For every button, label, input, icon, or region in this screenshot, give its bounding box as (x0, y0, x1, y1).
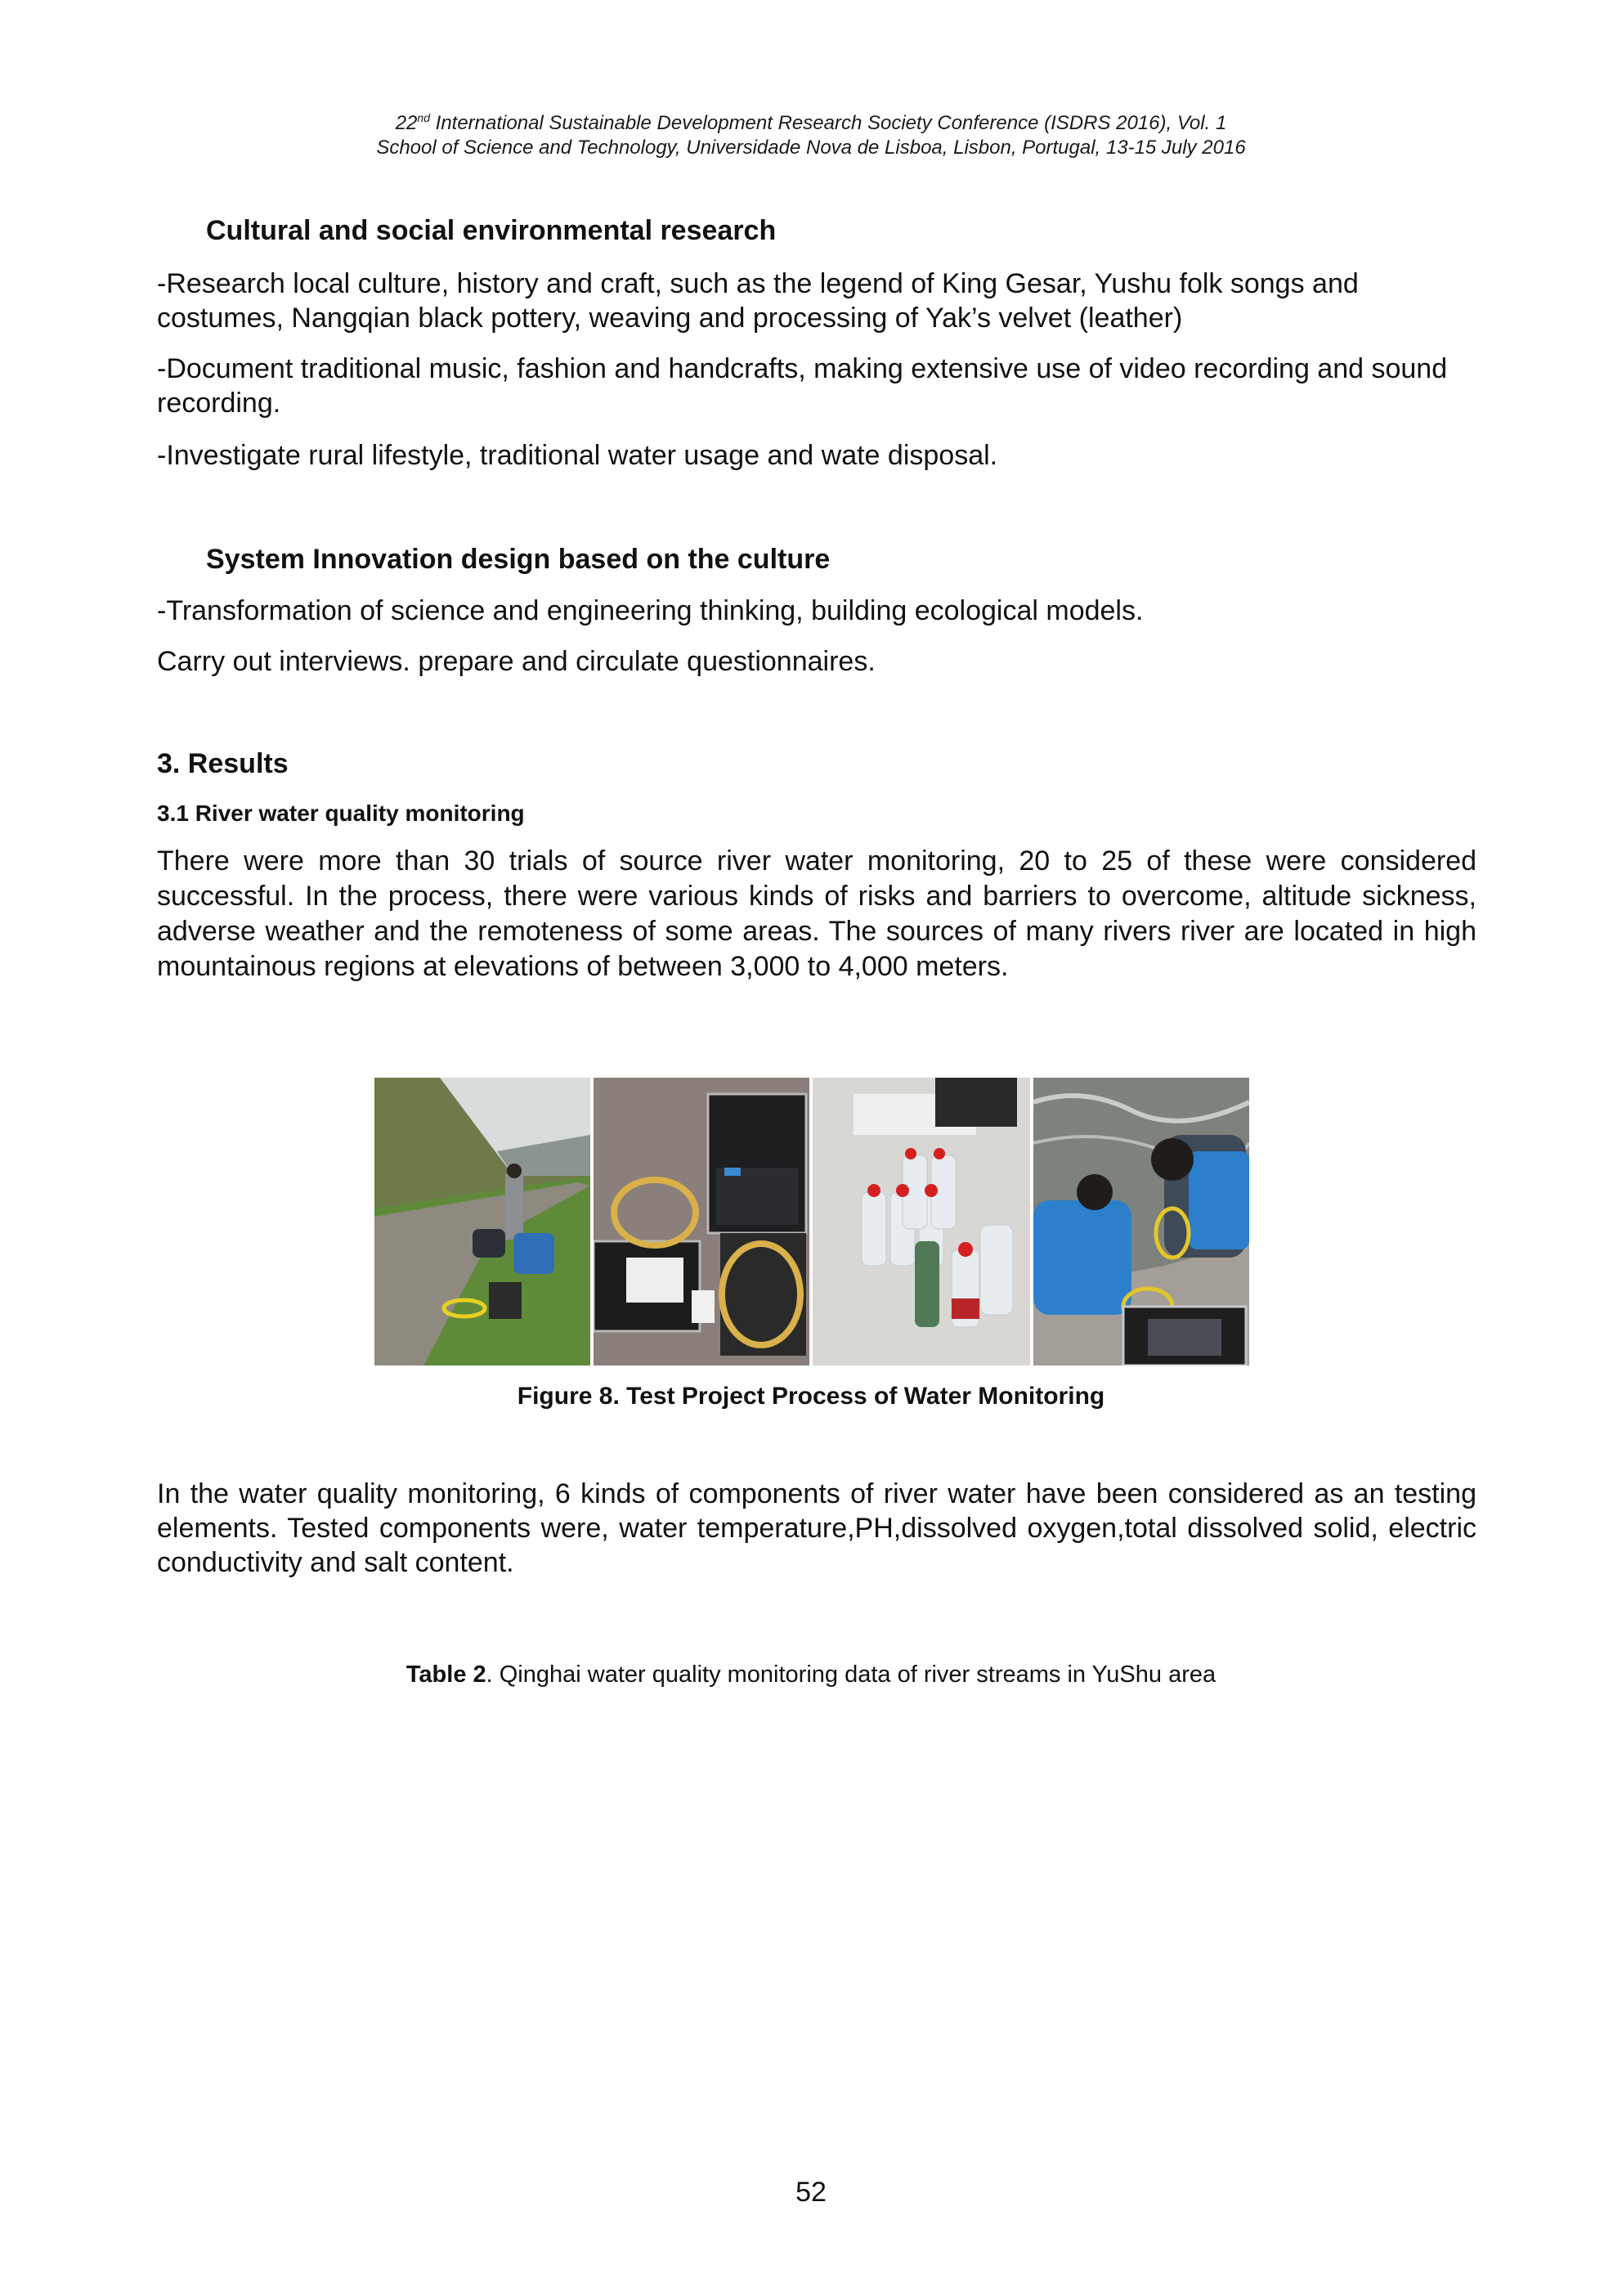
results-paragraph-1: There were more than 30 trials of source river water monitoring, 20 to 25 of these were considered successful. In the process, there were various kinds of risks and barriers to overcome, altitude sickness, adverse weather and the remoteness of some areas. The sources of many rivers river are located in high mountainous regions at elevations of between 3,000 to 4,000 meters. (157, 845, 1476, 982)
photo-river-valley (374, 1078, 590, 1365)
photo-equipment-cases (594, 1078, 809, 1365)
results-paragraph-2: In the water quality monitoring, 6 kinds of components of river water have been considered as an testing elements. Tested components were, water temperature,PH,dissolved oxygen,total dissolved solid, electric conductivity and salt content. (157, 1478, 1476, 1578)
figure-caption: Figure 8. Test Project Process of Water Monitoring (517, 1383, 1105, 1410)
cultural-item-1: -Research local culture, history and craft, such as the legend of King Gesar, Yushu folk songs and costumes, Nangqian black pottery, weaving and processing of Yak’s velvet (leather) (157, 268, 1359, 334)
system-item-2: Carry out interviews. prepare and circulate questionnaires. (157, 646, 876, 677)
header-line-1: 22nd International Sustainable Development Research Society Conference (ISDRS 2016), Vol. 1 (395, 111, 1227, 134)
results-subheading: 3.1 River water quality monitoring (157, 800, 525, 826)
photo-sample-bottles (813, 1078, 1030, 1365)
figure-8 (374, 1078, 1249, 1365)
conference-header (0, 111, 1622, 160)
table-caption (0, 1660, 1622, 1689)
page-number: 52 (795, 2177, 827, 2208)
system-heading: System Innovation design based on the culture (206, 544, 831, 575)
header-line-2: School of Science and Technology, Universidade Nova de Lisboa, Lisbon, Portugal, 13-15 July 2016 (376, 137, 1246, 159)
photo-river-probe (1033, 1078, 1249, 1365)
cultural-item-2: -Document traditional music, fashion and handcrafts, making extensive use of video recording and sound recording. (157, 353, 1448, 419)
table-caption-label: Table 2 (406, 1661, 486, 1688)
cultural-heading: Cultural and social environmental research (206, 215, 777, 246)
results-heading: 3. Results (157, 748, 289, 779)
cultural-item-3: -Investigate rural lifestyle, traditional water usage and wate disposal. (157, 440, 998, 471)
system-item-1: -Transformation of science and engineering thinking, building ecological models. (157, 595, 1144, 626)
table-caption-text: . Qinghai water quality monitoring data of river streams in YuShu area (486, 1661, 1216, 1688)
